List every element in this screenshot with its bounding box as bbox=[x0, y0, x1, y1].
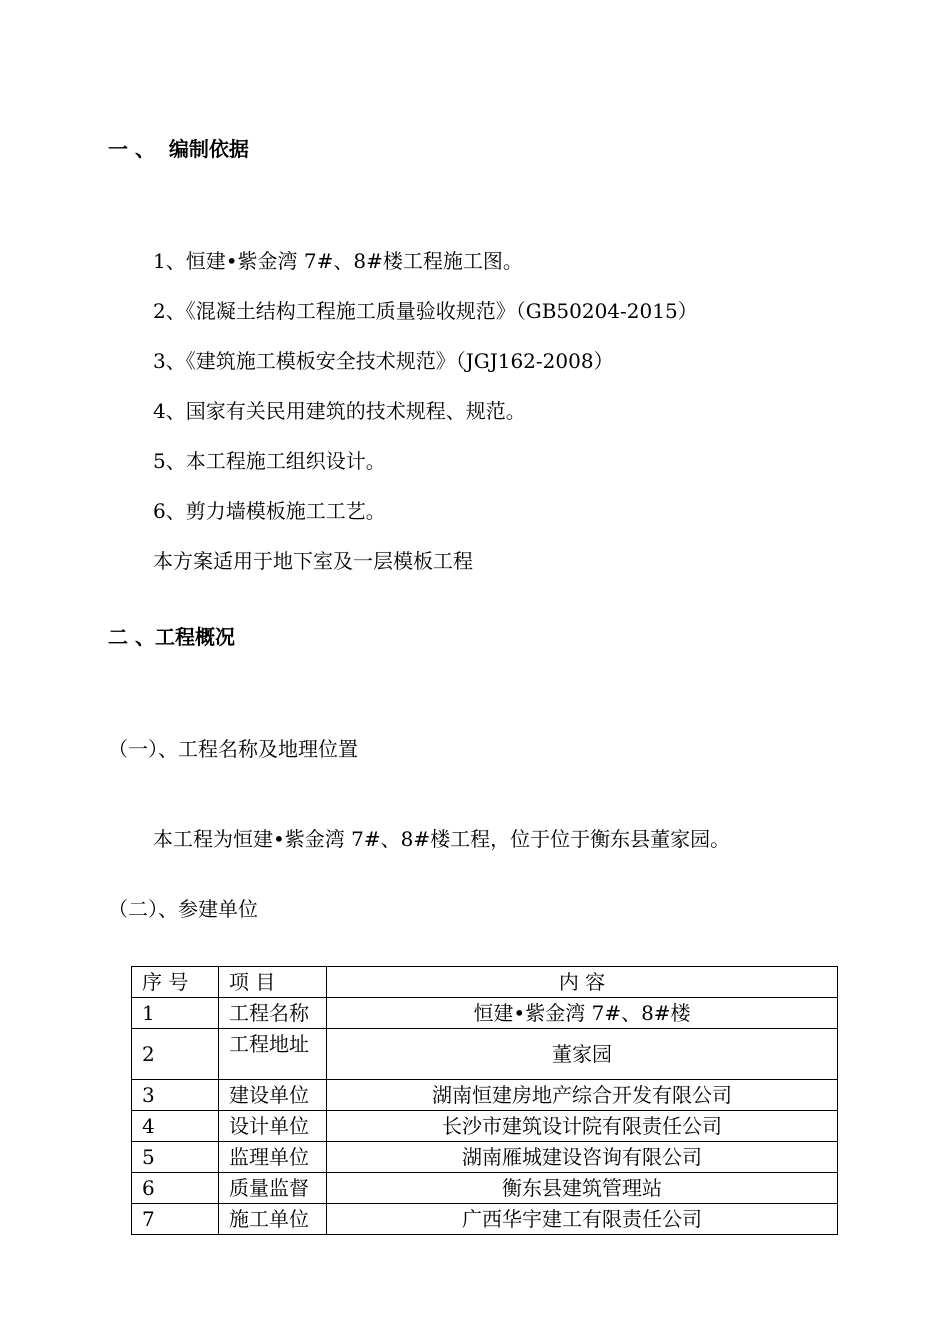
basis-item-4: 4、国家有关民用建筑的技术规程、规范。 bbox=[153, 399, 526, 423]
header-content: 内 容 bbox=[327, 967, 838, 998]
row-content: 湖南恒建房地产综合开发有限公司 bbox=[327, 1080, 838, 1111]
subsection-1-heading: （一）、工程名称及地理位置 bbox=[108, 737, 358, 761]
table-header-row bbox=[132, 967, 838, 998]
scope-statement: 本方案适用于地下室及一层模板工程 bbox=[153, 549, 473, 573]
row-item: 工程地址 bbox=[219, 1029, 327, 1080]
basis-item-2: 2、《混凝土结构工程施工质量验收规范》（GB50204-2015） bbox=[153, 299, 698, 323]
row-index: 2 bbox=[132, 1029, 219, 1080]
row-item: 建设单位 bbox=[219, 1080, 327, 1111]
table-row bbox=[132, 1142, 838, 1173]
row-index: 3 bbox=[132, 1080, 219, 1111]
row-index: 5 bbox=[132, 1142, 219, 1173]
row-item: 监理单位 bbox=[219, 1142, 327, 1173]
table-row bbox=[132, 1173, 838, 1204]
row-content: 董家园 bbox=[327, 1029, 838, 1080]
basis-item-5: 5、本工程施工组织设计。 bbox=[153, 449, 386, 473]
row-index: 6 bbox=[132, 1173, 219, 1204]
row-item: 设计单位 bbox=[219, 1111, 327, 1142]
row-item: 工程名称 bbox=[219, 998, 327, 1029]
row-content: 衡东县建筑管理站 bbox=[327, 1173, 838, 1204]
row-content: 湖南雁城建设咨询有限公司 bbox=[327, 1142, 838, 1173]
row-index: 4 bbox=[132, 1111, 219, 1142]
row-item: 质量监督 bbox=[219, 1173, 327, 1204]
row-content: 恒建•紫金湾 7#、8#楼 bbox=[327, 998, 838, 1029]
subsection-2-heading: （二）、参建单位 bbox=[108, 897, 258, 921]
basis-item-1: 1、恒建•紫金湾 7#、8#楼工程施工图。 bbox=[153, 249, 523, 273]
project-location-text: 本工程为恒建•紫金湾 7#、8#楼工程，位于位于衡东县董家园。 bbox=[153, 827, 731, 851]
section-2-heading: 二 、工程概况 bbox=[108, 625, 235, 649]
row-item: 施工单位 bbox=[219, 1204, 327, 1235]
table-row bbox=[132, 1204, 838, 1235]
header-item: 项 目 bbox=[219, 967, 327, 998]
row-content: 长沙市建筑设计院有限责任公司 bbox=[327, 1111, 838, 1142]
row-index: 1 bbox=[132, 998, 219, 1029]
table-row bbox=[132, 1111, 838, 1142]
table-row bbox=[132, 1080, 838, 1111]
header-index: 序 号 bbox=[132, 967, 219, 998]
row-content: 广西华宇建工有限责任公司 bbox=[327, 1204, 838, 1235]
basis-item-6: 6、剪力墙模板施工工艺。 bbox=[153, 499, 386, 523]
section-1-heading: 一 、 编制依据 bbox=[108, 137, 249, 161]
basis-item-3: 3、《建筑施工模板安全技术规范》（JGJ162-2008） bbox=[153, 349, 614, 373]
table-row bbox=[132, 998, 838, 1029]
participants-table bbox=[131, 966, 838, 1235]
row-index: 7 bbox=[132, 1204, 219, 1235]
table-row bbox=[132, 1029, 838, 1080]
